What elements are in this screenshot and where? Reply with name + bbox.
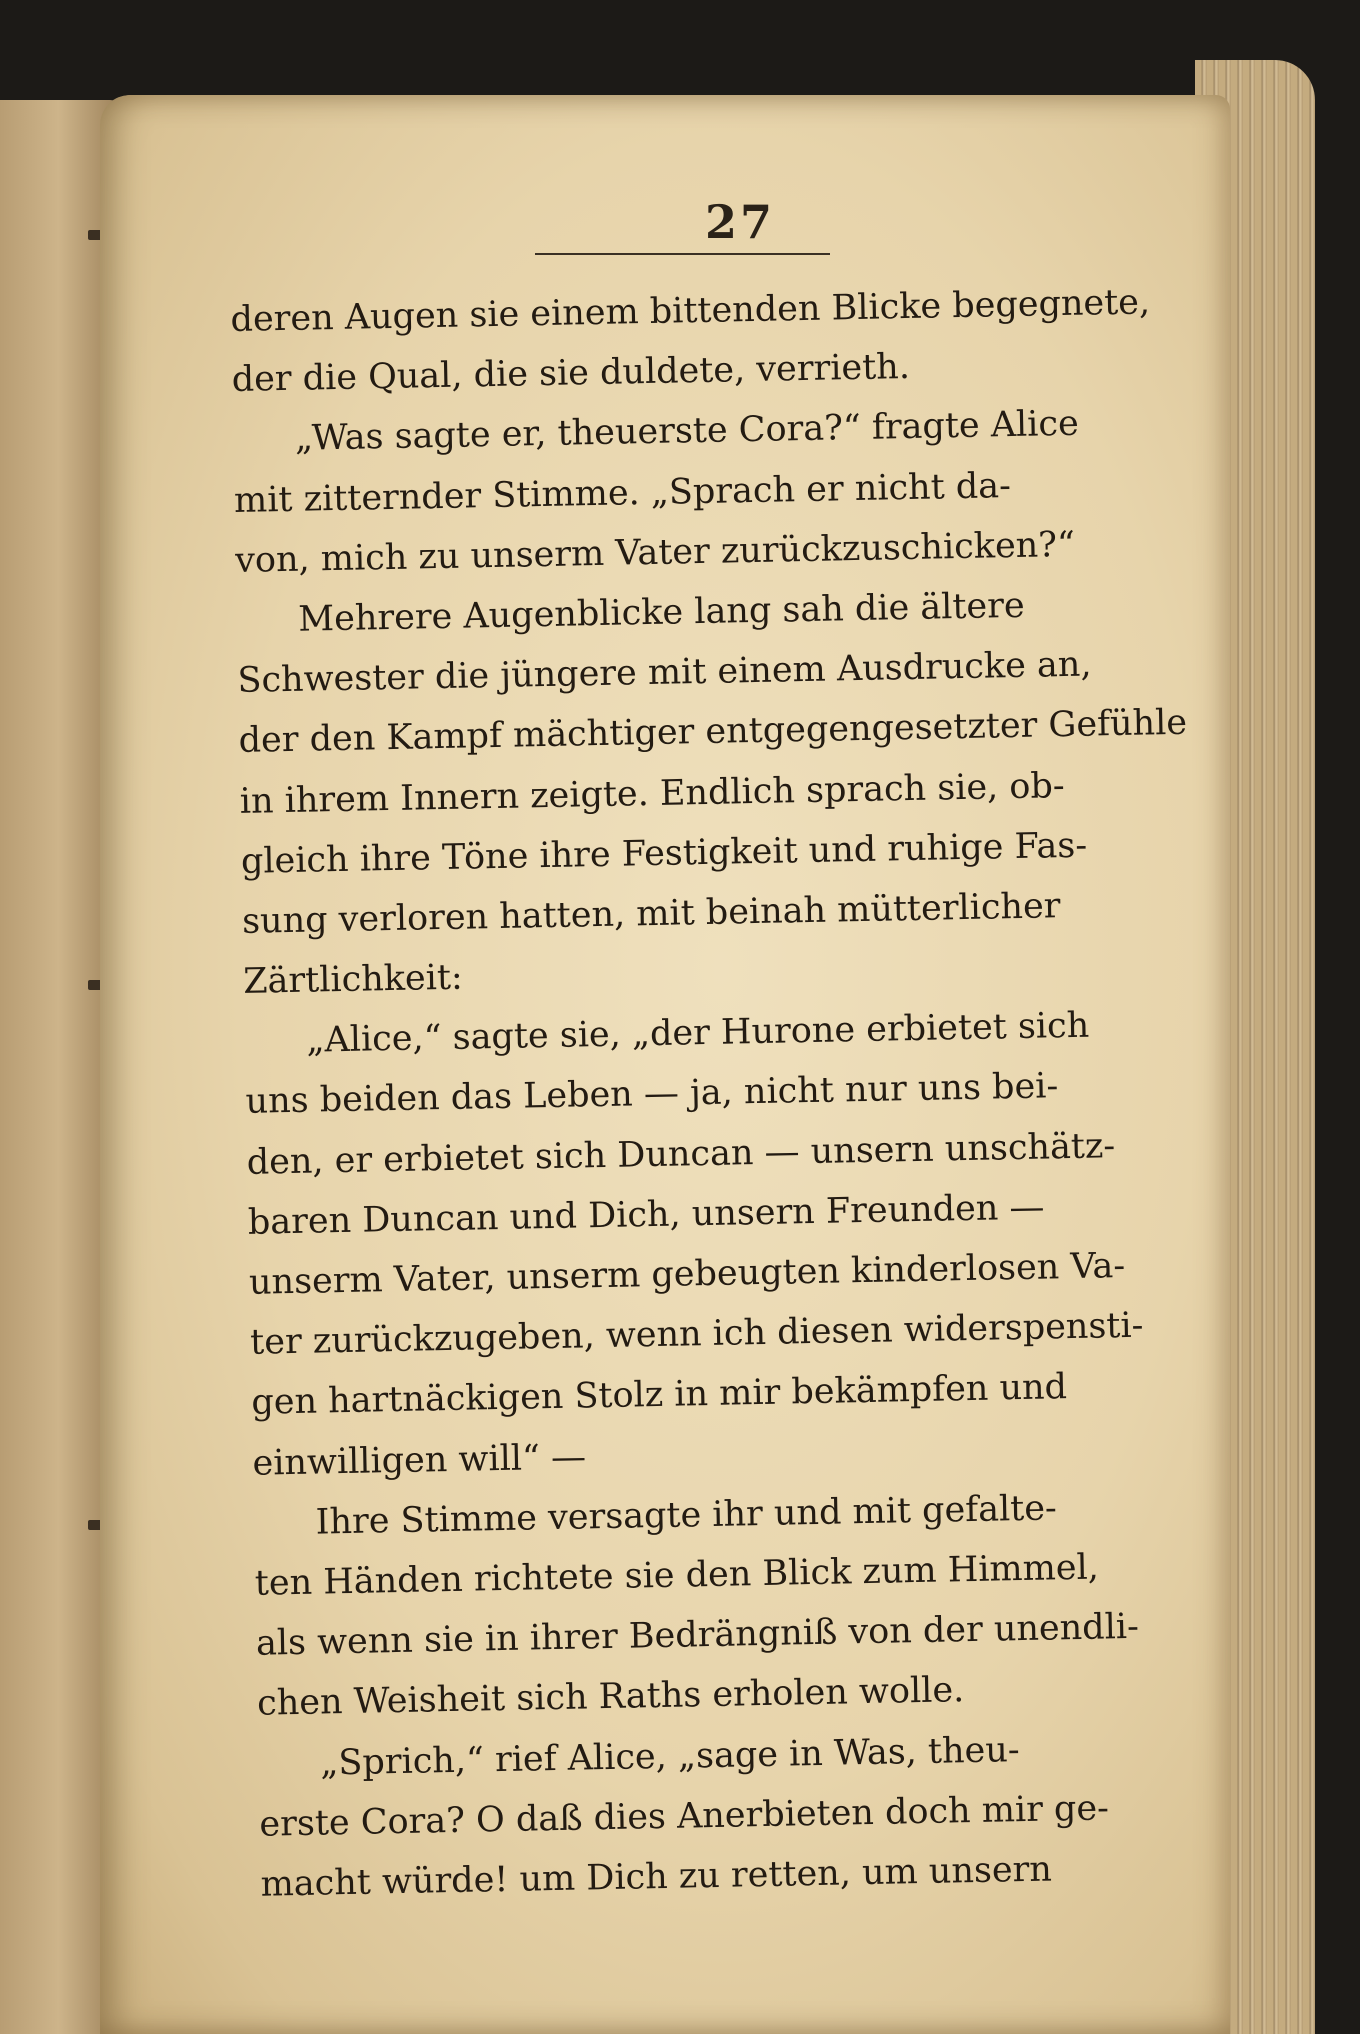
text-line: gleich ihre Töne ihre Festigkeit und ruhige Fas- bbox=[240, 825, 1088, 882]
text-line: Zärtlichkeit: bbox=[242, 957, 464, 1002]
text-line: Ihre Stimme versagte ihr und mit gefalte- bbox=[315, 1488, 1058, 1543]
book-page bbox=[100, 95, 1230, 2034]
header-rule bbox=[535, 253, 830, 255]
text-line: sung verloren hatten, mit beinah mütterlicher bbox=[241, 886, 1061, 942]
text-line: einwilligen will“ — bbox=[252, 1436, 587, 1484]
text-line: „Was sagte er, theuerste Cora?“ fragte Alice bbox=[294, 404, 1080, 460]
text-line: gen hartnäckigen Stolz in mir bekämpfen und bbox=[250, 1367, 1068, 1424]
text-line: der den Kampf mächtiger entgegengesetzter Gefühle bbox=[238, 703, 1188, 762]
text-line: ten Händen richtete sie den Blick zum Himmel, bbox=[254, 1547, 1100, 1604]
text-line: unserm Vater, unserm gebeugten kinderlosen Va- bbox=[248, 1245, 1126, 1303]
text-line: in ihrem Innern zeigte. Endlich sprach sie, ob- bbox=[239, 765, 1066, 822]
text-line: als wenn sie in ihrer Bedrängniß von der unendli- bbox=[255, 1606, 1140, 1664]
page-number: 27 bbox=[704, 195, 775, 249]
text-line: uns beiden das Leben — ja, nicht nur uns bei- bbox=[245, 1066, 1059, 1123]
text-line: von, mich zu unserm Vater zurückzuschicken?“ bbox=[234, 524, 1076, 581]
text-line: erste Cora? O daß dies Anerbieten doch mir ge- bbox=[259, 1788, 1110, 1845]
text-line: deren Augen sie einem bittenden Blicke begegnete, bbox=[230, 282, 1151, 340]
body-text bbox=[230, 272, 1211, 1915]
text-line: „Sprich,“ rief Alice, „sage in Was, theu- bbox=[319, 1729, 1020, 1784]
text-line: ter zurückzugeben, wenn ich diesen widerspensti- bbox=[249, 1305, 1144, 1363]
text-line: „Alice,“ sagte sie, „der Hurone erbietet sich bbox=[306, 1005, 1090, 1061]
text-line: der die Qual, die sie duldete, verrieth. bbox=[231, 347, 911, 401]
text-line: Mehrere Augenblicke lang sah die ältere bbox=[297, 585, 1025, 640]
text-line: mit zitternder Stimme. „Sprach er nicht da- bbox=[233, 465, 1012, 521]
text-line: Schwester die jüngere mit einem Ausdrucke an, bbox=[237, 644, 1092, 702]
text-line: chen Weisheit sich Raths erholen wolle. bbox=[256, 1670, 965, 1725]
text-line: baren Duncan und Dich, unsern Freunden — bbox=[247, 1187, 1045, 1243]
text-line: den, er erbietet sich Duncan — unsern unschätz- bbox=[246, 1125, 1116, 1183]
text-line: macht würde! um Dich zu retten, um unsern bbox=[260, 1849, 1053, 1905]
